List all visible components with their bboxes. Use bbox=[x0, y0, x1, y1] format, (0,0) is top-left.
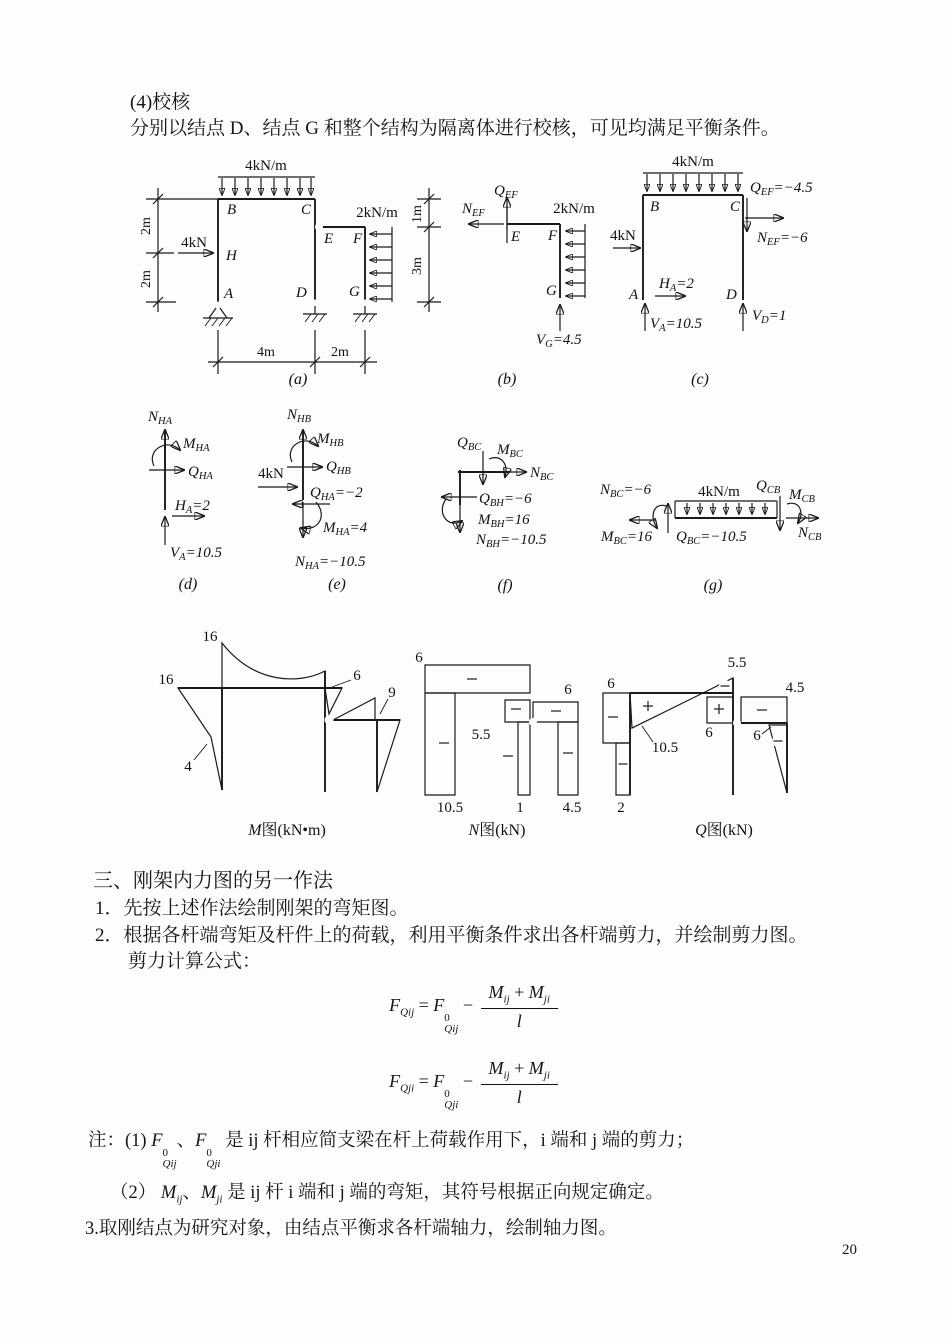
value-5-5: 5.5 bbox=[471, 727, 491, 743]
note-2: （2） $M_{ij}$、$M_{ji}$ 是 ij 杆 i 端和 j 端的弯矩，其符号根据正向规定确定。 bbox=[110, 1183, 664, 1206]
section-heading: 三、刚架内力图的另一作法 bbox=[93, 870, 333, 892]
node-A: A bbox=[629, 287, 639, 303]
label-m-hb: $M_{HB}$ bbox=[317, 431, 344, 449]
fig-a-structure bbox=[218, 199, 365, 302]
caption-c: (c) bbox=[691, 371, 709, 388]
item-3: 3.取刚结点为研究对象，由结点平衡求各杆端轴力，绘制轴力图。 bbox=[85, 1219, 617, 1239]
dim-2m-bottom: 2m bbox=[331, 345, 349, 360]
label-load-2knm: 2kN/m bbox=[553, 201, 595, 217]
node-E: E bbox=[511, 229, 521, 245]
figure-a-frame-diagram bbox=[120, 150, 460, 400]
value-9: 9 bbox=[388, 685, 396, 701]
figure-c-free-body bbox=[610, 150, 905, 400]
node-C: C bbox=[730, 199, 741, 215]
figure-g-beam-bc bbox=[600, 465, 900, 597]
label-n-ef: $N_{EF}$ bbox=[462, 201, 485, 219]
label-force-4kn: 4kN bbox=[610, 228, 636, 244]
label-m-ha: $M_{HA}=4$ bbox=[323, 520, 368, 538]
hinge-E bbox=[315, 223, 323, 231]
dim-2m-lower: 2m bbox=[139, 270, 154, 288]
node-H: H bbox=[226, 248, 237, 264]
fig-c-top-load bbox=[643, 173, 743, 191]
fig-b-load bbox=[566, 224, 585, 298]
intro-line-2: 分别以结点 D、结点 G 和整个结构为隔离体进行校核，可见均满足平衡条件。 bbox=[130, 118, 780, 139]
caption-m-diagram: M图(kN•m) bbox=[248, 822, 326, 839]
label-load-top: 4kN/m bbox=[672, 154, 714, 170]
intro-line-1: (4)校核 bbox=[130, 92, 191, 113]
dim-1m: 1m bbox=[410, 205, 425, 223]
figure-m-diagram bbox=[140, 620, 425, 845]
value-10-5: 10.5 bbox=[651, 740, 679, 756]
axial-areas bbox=[425, 665, 578, 795]
label-n-cb: $N_{CB}$ bbox=[798, 525, 822, 543]
label-load-top: 4kN/m bbox=[245, 158, 287, 174]
value-10-5: 10.5 bbox=[436, 800, 464, 816]
dim-2m-upper: 2m bbox=[139, 217, 154, 235]
m-bh-moment-arc bbox=[442, 499, 462, 523]
note-1: 注：(1) F 0 Qij 、F 0 Qji 是 ij 杆相应简支梁在杆上荷载作用下，i 端和 j 端的剪力； bbox=[88, 1131, 695, 1170]
label-v-g: $V_G=4.5$ bbox=[536, 332, 582, 350]
value-4: 4 bbox=[184, 759, 192, 775]
label-v-d: $V_D=1$ bbox=[752, 308, 787, 326]
frame-lines bbox=[178, 671, 400, 792]
m-bc-moment-arc bbox=[489, 458, 506, 477]
node-C: C bbox=[301, 202, 312, 218]
label-n-hb: $N_{HB}$ bbox=[287, 407, 312, 425]
label-h-a: $H_A=2$ bbox=[659, 276, 694, 294]
label-q-bc: $Q_{BC}$ bbox=[457, 435, 482, 453]
label-n-bh: $N_{BH}=-10.5$ bbox=[476, 532, 547, 550]
node-G: G bbox=[546, 283, 557, 299]
shear-formula-2: $F_{Qji} = F$ 0 Qji − $\frac{M_{ij} + M_{ji}}{l}$ bbox=[0, 1058, 950, 1111]
page-number: 20 bbox=[842, 1242, 857, 1258]
label-m-bc: $M_{BC}=16$ bbox=[601, 529, 653, 547]
label-m-bc: $M_{BC}$ bbox=[497, 442, 523, 460]
label-m-cb: $M_{CB}$ bbox=[789, 487, 815, 505]
shear-formula-1: $F_{Qij} = F$ 0 Qij − $\frac{M_{ij} + M_{ji}}{l}$ bbox=[0, 982, 950, 1035]
figure-b-free-body bbox=[455, 150, 620, 400]
caption-q-diagram: Q图(kN) bbox=[695, 822, 753, 839]
label-load-side: 2kN/m bbox=[356, 205, 398, 221]
value-2: 2 bbox=[617, 800, 625, 816]
label-h-a: $H_A=2$ bbox=[175, 498, 210, 516]
label-m-ha: $M_{HA}$ bbox=[183, 436, 210, 454]
m-bc-moment-arc bbox=[653, 505, 666, 528]
value-1: 1 bbox=[516, 800, 524, 816]
label-v-a: $V_A=10.5$ bbox=[170, 545, 222, 563]
caption-f: (f) bbox=[497, 577, 513, 594]
node-G: G bbox=[349, 284, 360, 300]
value-4-5: 4.5 bbox=[562, 800, 582, 816]
value-6-beam: 6 bbox=[415, 650, 423, 666]
value-16-left: 16 bbox=[158, 672, 174, 688]
dim-3m: 3m bbox=[410, 257, 425, 275]
support-G bbox=[353, 300, 377, 323]
node-E: E bbox=[324, 231, 334, 247]
node-D: D bbox=[296, 285, 307, 301]
beam-with-load bbox=[675, 501, 777, 518]
label-load: 4kN/m bbox=[698, 484, 740, 500]
leader-9 bbox=[380, 699, 388, 714]
node-A: A bbox=[224, 286, 234, 302]
label-force-4kn: 4kN bbox=[258, 466, 284, 482]
label-n-bc: $N_{BC}=-6$ bbox=[600, 482, 652, 500]
label-q-ef: $Q_{EF}=-4.5$ bbox=[750, 180, 813, 198]
caption-n-diagram: N图(kN) bbox=[468, 822, 526, 839]
label-n-ha: $N_{HA}=-10.5$ bbox=[295, 554, 366, 572]
node-B: B bbox=[650, 199, 660, 215]
label-n-ef: $N_{EF}=-6$ bbox=[757, 230, 808, 248]
value-5-5: 5.5 bbox=[727, 655, 747, 671]
label-n-ha: $N_{HA}$ bbox=[148, 409, 173, 427]
m-cb-moment-arc bbox=[787, 503, 801, 523]
value-6-ce: 6 bbox=[705, 725, 713, 741]
fig-a-top-load bbox=[218, 177, 315, 195]
figure-q-diagram bbox=[598, 640, 833, 840]
caption-d: (d) bbox=[178, 576, 198, 593]
leader-6-fg bbox=[762, 727, 771, 734]
support-A bbox=[203, 302, 233, 327]
caption-a: (a) bbox=[288, 371, 308, 388]
section-item-2-sub: 剪力计算公式： bbox=[128, 951, 262, 972]
section-item-2: 2．根据各杆端弯矩及杆件上的荷载，利用平衡条件求出各杆端剪力，并绘制剪力图。 bbox=[95, 925, 808, 946]
label-m-bh: $M_{BH}=16$ bbox=[478, 512, 530, 530]
caption-g: (g) bbox=[703, 577, 723, 594]
leader-6 bbox=[332, 680, 351, 687]
label-q-hb: $Q_{HB}$ bbox=[326, 459, 351, 477]
figure-e-free-body bbox=[255, 400, 380, 600]
value-6-bh: 6 bbox=[607, 676, 615, 692]
leader-4 bbox=[194, 744, 207, 760]
figure-n-diagram bbox=[405, 640, 620, 840]
caption-b: (b) bbox=[497, 371, 517, 388]
hinge-circle bbox=[529, 718, 537, 726]
label-n-bc: $N_{BC}$ bbox=[530, 465, 554, 483]
label-q-ef: $Q_{EF}$ bbox=[494, 183, 518, 201]
label-q-ha: $Q_{HA}=-2$ bbox=[310, 485, 363, 503]
value-6-ef: 6 bbox=[564, 682, 572, 698]
fig-a-side-load bbox=[370, 227, 392, 302]
minus-symbols bbox=[437, 672, 575, 763]
value-16-top: 16 bbox=[202, 629, 218, 645]
label-q-cb: $Q_{CB}$ bbox=[756, 478, 781, 496]
value-6-fg: 6 bbox=[753, 728, 761, 744]
moment-areas bbox=[178, 643, 400, 792]
label-q-bh: $Q_{BH}=-6$ bbox=[479, 491, 532, 509]
node-F: F bbox=[548, 228, 558, 244]
figure-d-free-body bbox=[140, 405, 255, 600]
label-v-a: $V_A=10.5$ bbox=[650, 316, 702, 334]
label-q-bc-value: $Q_{BC}=-10.5$ bbox=[676, 529, 747, 547]
m-hb-moment-arc bbox=[290, 441, 318, 462]
label-q-ha: $Q_{HA}$ bbox=[188, 464, 213, 482]
caption-e: (e) bbox=[328, 576, 346, 593]
support-D bbox=[303, 300, 327, 323]
figure-f-joint-b bbox=[430, 425, 585, 600]
section-item-1: 1．先按上述作法绘制刚架的弯矩图。 bbox=[95, 898, 409, 919]
value-6: 6 bbox=[353, 668, 361, 684]
m-ha-moment-arc bbox=[301, 502, 321, 529]
node-D: D bbox=[726, 287, 737, 303]
node-F: F bbox=[353, 231, 363, 247]
dim-4m: 4m bbox=[257, 345, 275, 360]
m-ha-moment-arc bbox=[152, 445, 180, 466]
label-force-4kn: 4kN bbox=[181, 235, 207, 251]
value-4-5: 4.5 bbox=[785, 680, 805, 696]
node-B: B bbox=[227, 202, 237, 218]
